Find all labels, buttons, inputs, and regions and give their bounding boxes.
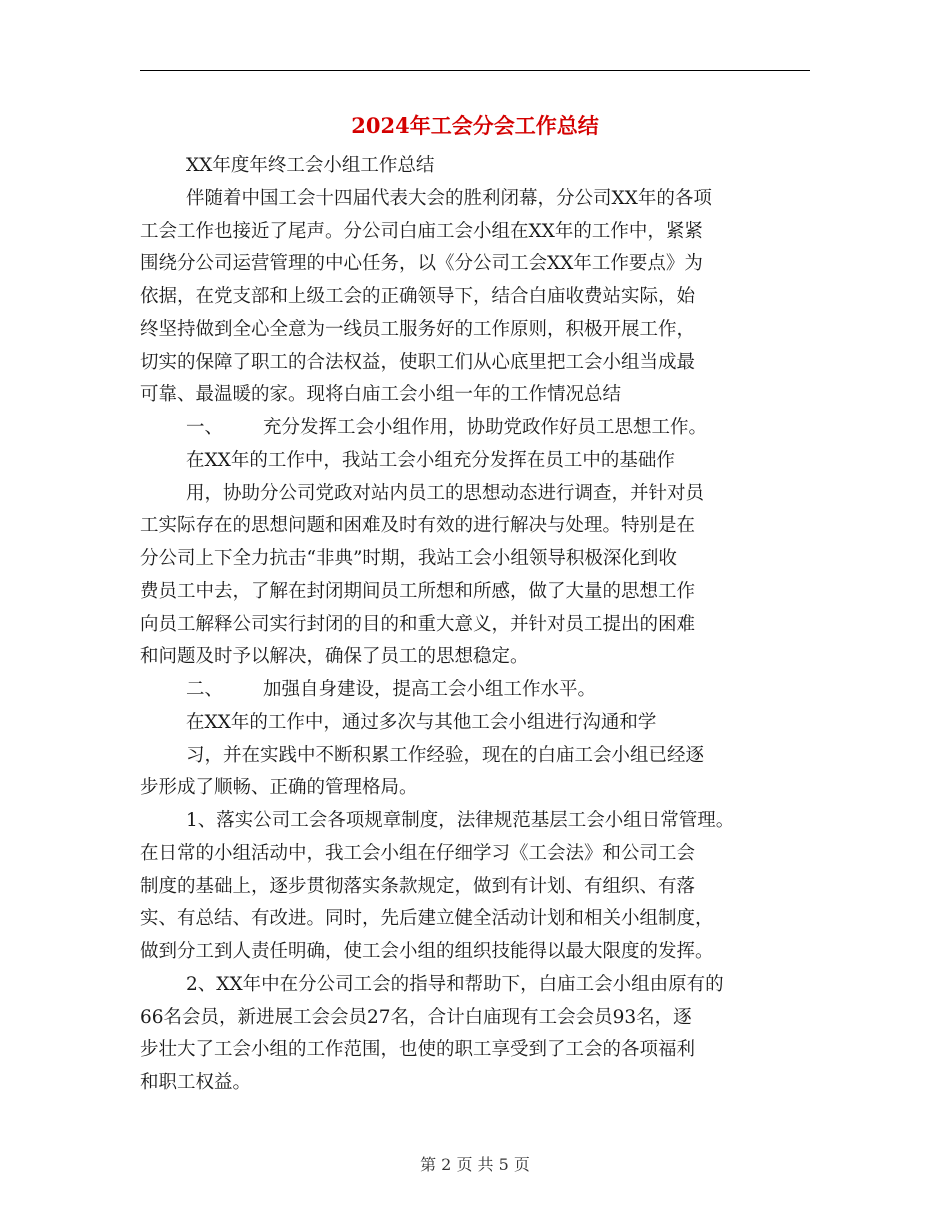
- paragraph-line: 和问题及时予以解决，确保了员工的思想稳定。: [140, 646, 529, 668]
- numbered-item-2: 2、XX年中在分公司工会的指导和帮助下，白庙工会小组由原有的: [186, 973, 724, 995]
- numbered-item-1: 1、落实公司工会各项规章制度，法律规范基层工会小组日常管理。: [186, 810, 735, 831]
- paragraph-line: 费员工中去，了解在封闭期间员工所想和所感，做了大量的思想工作: [140, 580, 696, 602]
- header-rule: [140, 70, 810, 71]
- subtitle-line: XX年度年终工会小组工作总结: [186, 155, 435, 176]
- paragraph-line: 习，并在实践中不断积累工作经验，现在的白庙工会小组已经逐: [186, 744, 705, 766]
- paragraph-line: 用，协助分公司党政对站内员工的思想动态进行调查，并针对员: [186, 482, 705, 504]
- paragraph-line: 终坚持做到全心全意为一线员工服务好的工作原则，积极开展工作，: [140, 318, 696, 340]
- paragraph-line: 在XX年的工作中，通过多次与其他工会小组进行沟通和学: [186, 711, 657, 733]
- paragraph-line: 向员工解释公司实行封闭的目的和重大意义，并针对员工提出的困难: [140, 613, 696, 635]
- section-heading-2: [140, 674, 810, 707]
- paragraph-line: 切实的保障了职工的合法权益，使职工们从心底里把工会小组当成最: [140, 351, 696, 373]
- paragraph-line: 实、有总结、有改进。同时，先后建立健全活动计划和相关小组制度，: [140, 908, 714, 930]
- section-heading-text: 加强自身建设，提高工会小组工作水平。: [263, 679, 597, 700]
- document-body: [140, 150, 810, 1100]
- paragraph-line: 步壮大了工会小组的工作范围，也使的职工享受到了工会的各项福利: [140, 1039, 696, 1061]
- paragraph-line: 和职工权益。: [140, 1072, 252, 1093]
- paragraph-line: 工实际存在的思想问题和困难及时有效的进行解决与处理。特别是在: [140, 515, 696, 537]
- paragraph-line: 伴随着中国工会十四届代表大会的胜利闭幕，分公司XX年的各项: [186, 187, 712, 209]
- paragraph-line: 工会工作也接近了尾声。分公司白庙工会小组在XX年的工作中，紧紧: [140, 220, 703, 242]
- paragraph-line: 围绕分公司运营管理的中心任务，以《分公司工会XX年工作要点》为: [140, 253, 703, 275]
- paragraph-line: 66名会员，新进展工会会员27名，合计白庙现有工会会员93名，逐: [140, 1006, 692, 1028]
- section-heading-1: [140, 412, 810, 445]
- page-footer: 第 2 页 共 5 页: [420, 1155, 530, 1174]
- section-heading-text: 充分发挥工会小组作用，协助党政作好员工思想工作。: [263, 417, 708, 438]
- paragraph-line: 制度的基础上，逐步贯彻落实条款规定，做到有计划、有组织、有落: [140, 875, 696, 897]
- paragraph-line: 依据，在党支部和上级工会的正确领导下，结合白庙收费站实际，始: [140, 286, 696, 307]
- paragraph-line: 步形成了顺畅、正确的管理格局。: [140, 777, 418, 799]
- paragraph-line: 分公司上下全力抗击“非典”时期，我站工会小组领导积极深化到收: [140, 548, 677, 569]
- section-number: 一、: [186, 417, 224, 438]
- paragraph-line: 可靠、最温暖的家。现将白庙工会小组一年的工作情况总结: [140, 384, 622, 406]
- paragraph-line: 在XX年的工作中，我站工会小组充分发挥在员工中的基础作: [186, 449, 675, 471]
- section-number: 二、: [186, 679, 224, 700]
- document-title: 2024年工会分会工作总结: [351, 113, 599, 138]
- paragraph-line: 在日常的小组活动中，我工会小组在仔细学习《工会法》和公司工会: [140, 842, 696, 864]
- paragraph-line: 做到分工到人责任明确，使工会小组的组织技能得以最大限度的发挥。: [140, 941, 714, 962]
